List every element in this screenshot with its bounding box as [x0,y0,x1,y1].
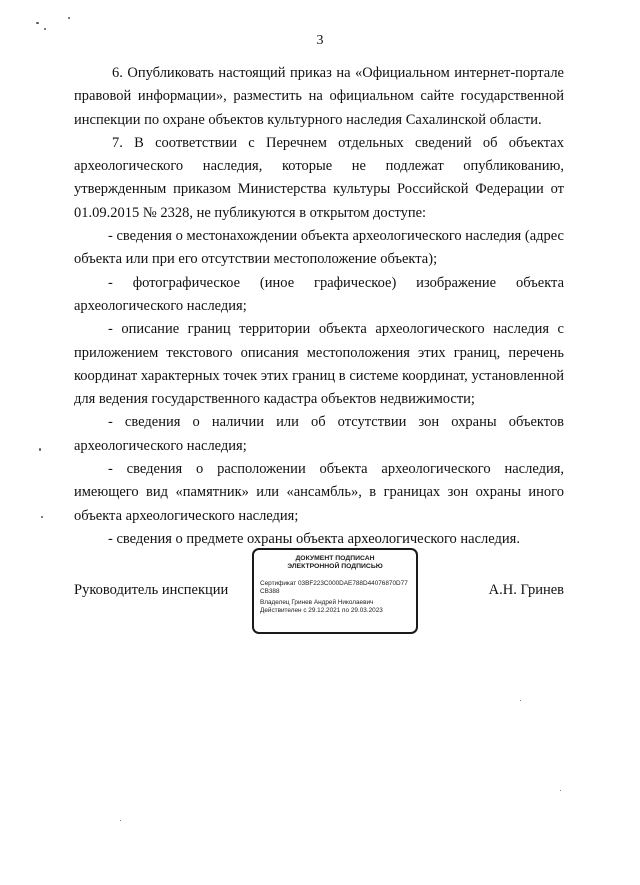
stamp-title-line-2: ЭЛЕКТРОННОЙ ПОДПИСЬЮ [287,563,383,570]
list-item-photo: - фотографическое (иное графическое) изображение объекта археологического наследия; [74,274,564,314]
stamp-owner: Владелец Гринев Андрей Николаевич [260,598,374,606]
document-body [74,62,564,551]
list-item-location: - сведения о местонахождении объекта археологического наследия (адрес объекта или при его отсутствии местоположение объекта); [74,228,564,268]
signer-name: А.Н. Гринев [488,582,564,598]
stamp-certificate: Сертификат 03BF223C000DAE788D44076870D77CB388 [260,580,408,596]
list-item-protection-zones: - сведения о наличии или об отсутствии зон охраны объектов археологического наследия; [74,414,564,454]
page-number: 3 [316,33,324,48]
stamp-validity: Действителен с 29.12.2021 по 29.03.2023 [260,607,383,615]
paragraph-6-publish: 6. Опубликовать настоящий приказ на «Официальном интернет-портале правовой информации», разместить на официальном сайте государственной инспекции по охране объектов культурного наследия Сахалинской области. [74,65,564,128]
paragraph-7-restricted-info: 7. В соответствии с Перечнем отдельных сведений об объектах археологического наследия, которые не подлежат опубликованию, утвержденным приказом Министерства культуры Российской Федерации от 01.09.2015 № 2328, не публикуются в открытом доступе: [74,134,564,221]
signer-position: Руководитель инспекции [74,582,229,598]
electronic-signature-stamp [252,548,418,634]
list-item-protection-subject: - сведения о предмете охраны объекта археологического наследия. [108,530,520,547]
list-item-monument-location: - сведения о расположении объекта археологического наследия, имеющего вид «памятник» или «ансамбль», в границах зон охраны иного объекта археологического наследия; [74,461,564,524]
list-item-boundaries: - описание границ территории объекта археологического наследия с приложением текстового описания местоположения этих границ, перечень координат характерных точек этих границ в системе координат, установленной для ведения государственного кадастра объектов недвижимости; [74,321,564,408]
stamp-title-line-1: ДОКУМЕНТ ПОДПИСАН [295,555,375,562]
signature-block [74,548,566,638]
